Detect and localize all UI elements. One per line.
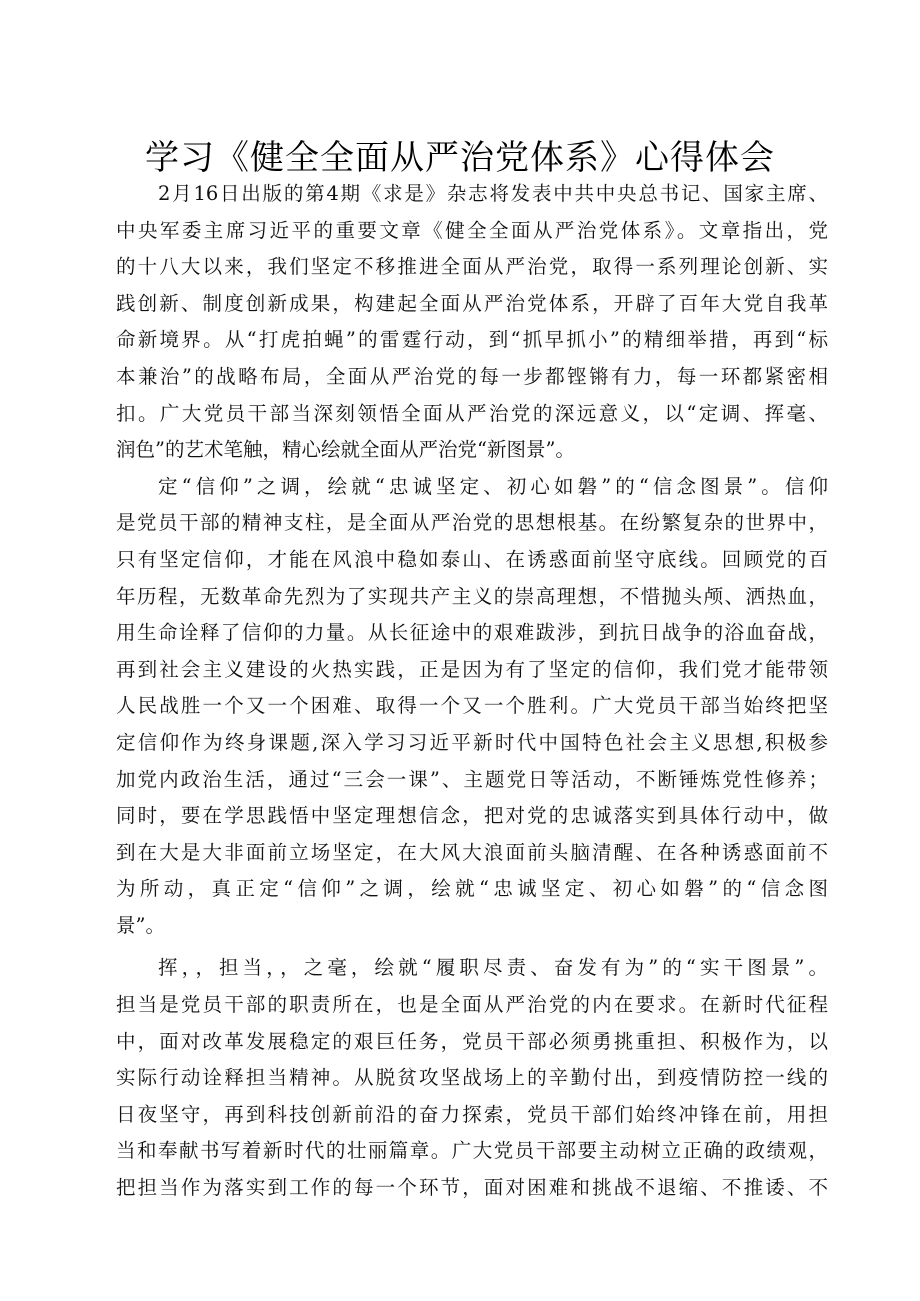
text-line: 当和奉献书写着新时代的壮丽篇章。广大党员干部要主动树立正确的政绩观，	[116, 1139, 828, 1163]
text-line: 践创新、制度创新成果，构建起全面从严治党体系，开辟了百年大党自我革	[116, 291, 828, 315]
document-title: 学习《健全全面从严治党体系》心得体会	[145, 138, 775, 178]
text-line: 中，面对改革发展稳定的艰巨任务，党员干部必须勇挑重担、积极作为，以	[116, 1029, 828, 1053]
text-line: 加党内政治生活，通过“三会一课”、主题党日等活动，不断锤炼党性修养；	[116, 767, 828, 791]
paragraph-intro	[116, 176, 828, 469]
text-line: 日夜坚守，再到科技创新前沿的奋力探索，党员干部们始终冲锋在前，用担	[116, 1102, 828, 1126]
text-line: 人民战胜一个又一个困难、取得一个又一个胜利。广大党员干部当始终把坚	[116, 694, 828, 718]
text-line: 到在大是大非面前立场坚定，在大风大浪面前头脑清醒、在各种诱惑面前不	[116, 840, 828, 864]
text-line: 2月16日出版的第4期《求是》杂志将发表中共中央总书记、国家主席、	[158, 182, 828, 205]
text-line: 再到社会主义建设的火热实践，正是因为有了坚定的信仰，我们党才能带领	[116, 657, 828, 681]
text-line: 定“信仰”之调，绘就“忠诚坚定、初心如磐”的“信念图景”。信仰	[158, 474, 828, 498]
text-line: 扣。广大党员干部当深刻领悟全面从严治党的深远意义，以“定调、挥毫、	[116, 401, 828, 425]
text-line: 为所动，真正定“信仰”之调，绘就“忠诚坚定、初心如磐”的“信念图	[116, 877, 828, 901]
text-line: 只有坚定信仰，才能在风浪中稳如泰山、在诱惑面前坚守底线。回顾党的百	[116, 547, 828, 571]
paragraph-responsibility	[116, 950, 828, 1206]
text-line: 本兼治”的战略布局，全面从严治党的每一步都铿锵有力，每一环都紧密相	[116, 364, 828, 388]
paragraph-faith	[116, 469, 828, 945]
text-line: 实际行动诠释担当精神。从脱贫攻坚战场上的辛勤付出，到疫情防控一线的	[116, 1066, 828, 1090]
text-line: 润色”的艺术笔触，精心绘就全面从严治党“新图景”。	[116, 438, 575, 462]
text-line: 用生命诠释了信仰的力量。从长征途中的艰难跋涉，到抗日战争的浴血奋战，	[116, 621, 828, 645]
text-line: 把担当作为落实到工作的每一个环节，面对困难和挑战不退缩、不推诿、不	[116, 1176, 828, 1200]
text-line: 中央军委主席习近平的重要文章《健全全面从严治党体系》。文章指出，党	[116, 218, 828, 242]
text-line: 挥，，担当，，之毫，绘就“履职尽责、奋发有为”的“实干图景”。	[158, 956, 828, 980]
text-line: 的十八大以来，我们坚定不移推进全面从严治党，取得一系列理论创新、实	[116, 255, 828, 279]
text-line: 命新境界。从“打虎拍蝇”的雷霆行动，到“抓早抓小”的精细举措，再到“标	[116, 328, 828, 352]
text-line: 景”。	[116, 913, 165, 937]
text-line: 是党员干部的精神支柱，是全面从严治党的思想根基。在纷繁复杂的世界中，	[116, 511, 828, 535]
text-line: 担当是党员干部的职责所在，也是全面从严治党的内在要求。在新时代征程	[116, 993, 828, 1017]
text-line: 定信仰作为终身课题,深入学习习近平新时代中国特色社会主义思想,积极参	[116, 730, 828, 754]
document-body	[116, 176, 828, 1207]
text-line: 年历程，无数革命先烈为了实现共产主义的崇高理想，不惜抛头颅、洒热血，	[116, 584, 828, 608]
text-line: 同时，要在学思践悟中坚定理想信念，把对党的忠诚落实到具体行动中，做	[116, 804, 828, 828]
